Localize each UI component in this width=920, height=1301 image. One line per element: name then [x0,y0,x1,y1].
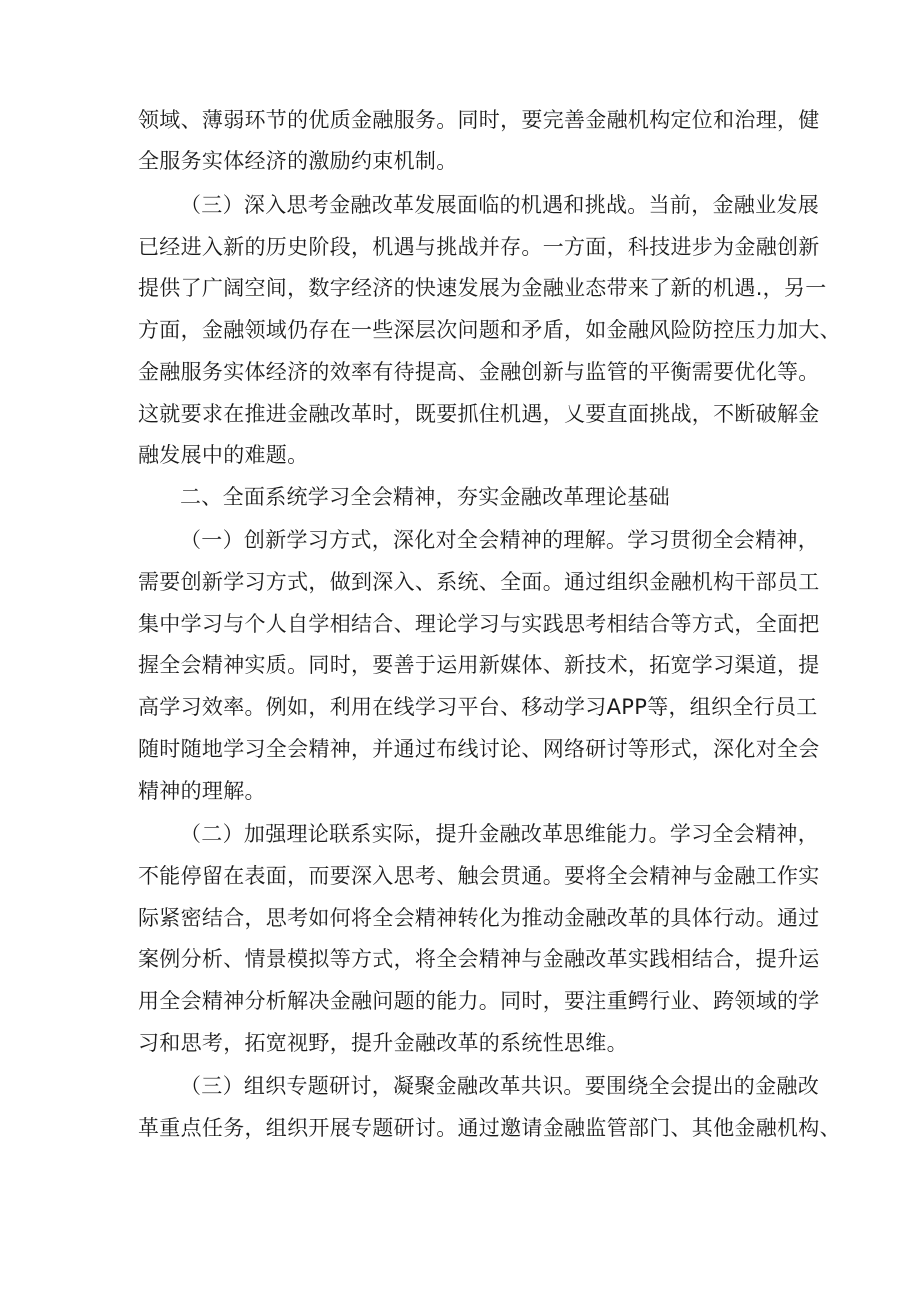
text-line: 握全会精神实质。同时，要善于运用新媒体、新技术，拓宽学习渠道，提 [138,653,820,677]
text-line: 全服务实体经济的激励约束机制。 [138,149,458,173]
text-line: 已经进入新的历史阶段，机遇与挑战并存。一方面，科技进步为金融创新 [138,235,820,259]
text-line: 需要创新学习方式，做到深入、系统、全面。通过组织金融机构干部员工 [138,570,820,594]
text-line: 精神的理解。 [138,779,266,803]
text-line: 金融服务实体经济的效率有待提高、金融创新与监管的平衡需要优化等。 [138,360,820,384]
text-line: 领域、薄弱环节的优质金融服务。同时，要完善金融机构定位和治理，健 [138,108,820,132]
text-line: 革重点任务，组织开展专题研讨。通过邀请金融监管部门、其他金融机构、 [138,1116,841,1140]
text-line: 习和思考，拓宽视野，提升金融改革的系统性思维。 [138,1031,628,1055]
text-line: 高学习效率。例如，利用在线学习平台、移动学习APP等，组织全行员工 [138,695,818,719]
text-line: 集中学习与个人自学相结合、理论学习与实践思考相结合等方式，全面把 [138,612,820,636]
text-line: 这就要求在推进金融改革时，既要抓住机遇，乂要直面挑战，不断破解金 [138,402,820,426]
text-line: （二）加强理论联系实际，提升金融改革思维能力。学习全会精神， [180,822,819,846]
text-line: 际紧密结合，思考如何将全会精神转化为推动金融改革的具体行动。通过 [138,906,820,930]
text-line: 案例分析、情景模拟等方式，将全会精神与金融改革实践相结合，提升运 [138,947,820,971]
text-line: 融发展中的难题。 [138,443,309,467]
section-heading: 二、全面系统学习全会精神，夯实金融改革理论基础 [180,485,670,509]
text-line: 用全会精神分析解决金融问题的能力。同时，要注重鳄行业、跨领域的学 [138,989,820,1013]
text-line: （三）深入思考金融改革发展面临的机遇和挑战。当前，金融业发展 [180,193,819,217]
text-line: 提供了广阔空间，数字经济的快速发展为金融业态带来了新的机遇.，另一 [138,276,827,300]
text-line: （三）组织专题研讨，凝聚金融改革共识。要围绕全会提出的金融改 [180,1074,819,1098]
text-line: 不能停留在表面，而要深入思考、触会贯通。要将全会精神与金融工作实 [138,864,820,888]
text-line: （一）创新学习方式，深化对全会精神的理解。学习贯彻全会精神， [180,528,819,552]
text-line: 随时随地学习全会精神，并通过布线讨论、网络研讨等形式，深化对全会 [138,737,820,761]
text-line: 方面，金融领域仍存在一些深层次问题和矛盾，如金融风险防控压力加大、 [138,318,841,342]
